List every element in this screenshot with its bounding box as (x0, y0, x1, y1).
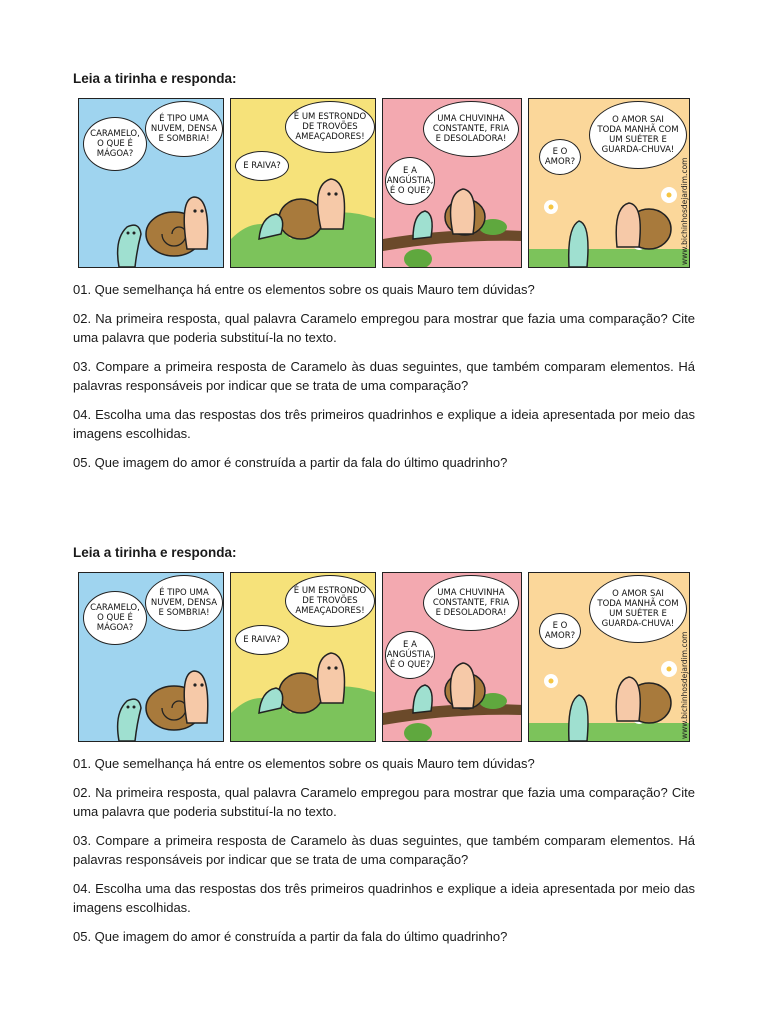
question-item: 05. Que imagem do amor é construída a partir da fala do último quadrinho? (73, 928, 508, 944)
speech-bubble: E O AMOR? (539, 139, 581, 175)
comic-panel-3 (382, 572, 522, 742)
section-heading: Leia a tirinha e responda: (73, 545, 237, 560)
comic-panel-1 (78, 98, 224, 268)
question-item: 02. Na primeira resposta, qual palavra Caramelo empregou para mostrar que fazia uma comparação? Cite uma palavra que poderia substituí-la no texto. (73, 310, 695, 345)
speech-bubble: É UM ESTRONDO DE TROVÕES AMEAÇADORES! (285, 575, 375, 627)
comic-panel-1 (78, 572, 224, 742)
speech-bubble: CARAMELO, O QUE É MÁGOA? (83, 591, 147, 645)
speech-bubble: É TIPO UMA NUVEM, DENSA E SOMBRIA! (145, 101, 223, 157)
question-item: 04. Escolha uma das respostas dos três primeiros quadrinhos e explique a ideia apresentada por meio das imagens escolhidas. (73, 880, 695, 915)
question-item: 02. Na primeira resposta, qual palavra Caramelo empregou para mostrar que fazia uma comparação? Cite uma palavra que poderia substituí-la no texto. (73, 784, 695, 819)
speech-bubble: UMA CHUVINHA CONSTANTE, FRIA E DESOLADORA! (423, 101, 519, 157)
comic-panel-2 (230, 572, 376, 742)
question-item: 05. Que imagem do amor é construída a partir da fala do último quadrinho? (73, 454, 508, 470)
speech-bubble: E A ANGÚSTIA, É O QUE? (385, 631, 435, 679)
speech-bubble: É TIPO UMA NUVEM, DENSA E SOMBRIA! (145, 575, 223, 631)
speech-bubble: O AMOR SAI TODA MANHÃ COM UM SUÉTER E GUARDA-CHUVA! (589, 101, 687, 169)
comic-panel-3 (382, 98, 522, 268)
speech-bubble: E O AMOR? (539, 613, 581, 649)
comic-strip (78, 98, 696, 270)
speech-bubble: O AMOR SAI TODA MANHÃ COM UM SUÉTER E GUARDA-CHUVA! (589, 575, 687, 643)
speech-bubble: E RAIVA? (235, 625, 289, 655)
question-list (73, 280, 695, 472)
speech-bubble: E A ANGÚSTIA, É O QUE? (385, 157, 435, 205)
speech-bubble: É UM ESTRONDO DE TROVÕES AMEAÇADORES! (285, 101, 375, 153)
comic-panel-4 (528, 98, 690, 268)
question-item: 01. Que semelhança há entre os elementos sobre os quais Mauro tem dúvidas? (73, 282, 535, 297)
speech-bubble: UMA CHUVINHA CONSTANTE, FRIA E DESOLADORA! (423, 575, 519, 631)
speech-bubble: CARAMELO, O QUE É MÁGOA? (83, 117, 147, 171)
worksheet-section-1 (73, 70, 695, 481)
worksheet-section-2 (73, 544, 695, 955)
question-item: 03. Compare a primeira resposta de Caramelo às duas seguintes, que também comparam elementos. Há palavras responsáveis por indicar que se trata de uma comparação? (73, 358, 695, 393)
section-heading: Leia a tirinha e responda: (73, 71, 237, 86)
comic-panel-4 (528, 572, 690, 742)
question-list (73, 754, 695, 946)
question-item: 04. Escolha uma das respostas dos três primeiros quadrinhos e explique a ideia apresentada por meio das imagens escolhidas. (73, 406, 695, 441)
question-item: 01. Que semelhança há entre os elementos sobre os quais Mauro tem dúvidas? (73, 756, 535, 771)
comic-credit: www.bichinhosdejardim.com (680, 631, 689, 739)
comic-panel-2 (230, 98, 376, 268)
comic-strip (78, 572, 696, 744)
speech-bubble: E RAIVA? (235, 151, 289, 181)
comic-credit: www.bichinhosdejardim.com (680, 157, 689, 265)
question-item: 03. Compare a primeira resposta de Caramelo às duas seguintes, que também comparam elementos. Há palavras responsáveis por indicar que se trata de uma comparação? (73, 832, 695, 867)
